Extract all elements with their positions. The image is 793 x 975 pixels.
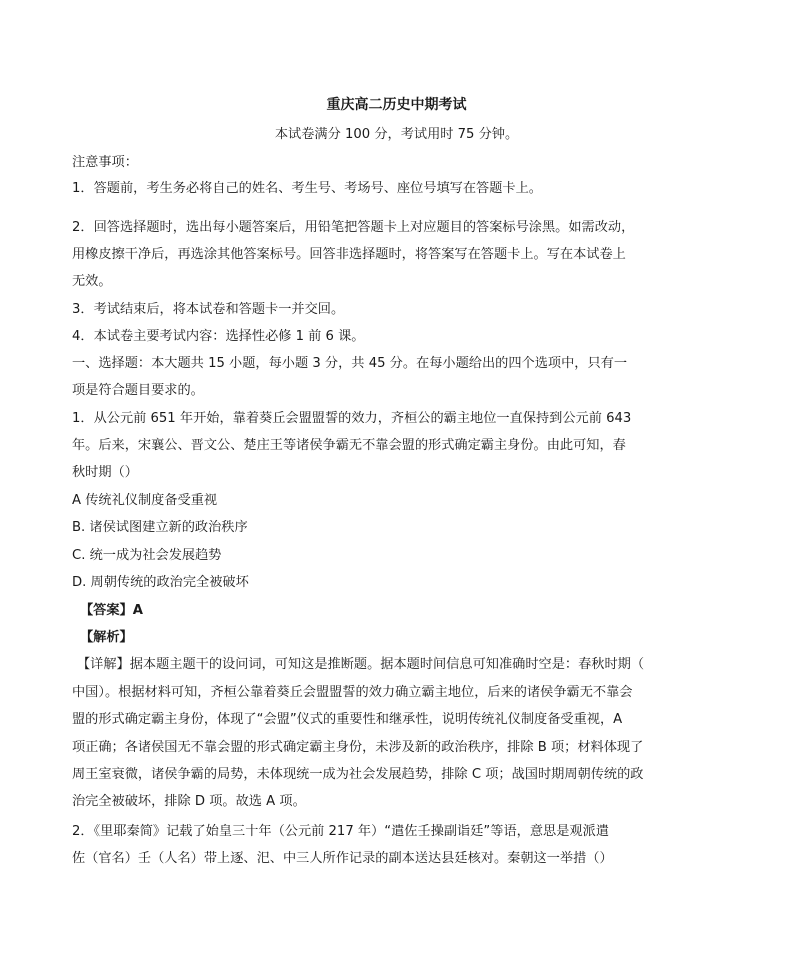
- exam-subtitle: 本试卷满分 100 分，考试用时 75 分钟。: [274, 127, 519, 142]
- q1-stem-line-1: 1．从公元前 651 年开始，靠着葵丘会盟盟誓的效力，齐桓公的霸主地位一直保持到公元前 643: [72, 411, 632, 426]
- notice-item-2-line-2: 用橡皮擦干净后，再选涂其他答案标号。回答非选择题时，将答案写在答题卡上。写在本试卷上: [72, 247, 626, 262]
- q2-stem-line-2: 佐（官名）壬（人名）带上逐、汜、中三人所作记录的副本送达县廷核对。秦朝这一举措（）: [72, 851, 613, 866]
- q1-detail-line-2: 中国）。根据材料可知，齐桓公靠着葵丘会盟盟誓的效力确立霸主地位，后来的诸侯争霸无不靠会: [72, 685, 633, 700]
- q1-option-d: D. 周朝传统的政治完全被破坏: [72, 575, 249, 590]
- q1-answer: 【答案】A: [80, 603, 143, 618]
- exam-title: 重庆高二历史中期考试: [326, 97, 467, 113]
- q1-detail-line-3: 盟的形式确定霸主身份，体现了“会盟”仪式的重要性和继承性，说明传统礼仪制度备受重视，A: [72, 712, 623, 727]
- q2-stem-line-1: 2．《里耶秦简》记载了始皇三十年（公元前 217 年）“遣佐壬操副诣廷”等语，意思是观派遣: [72, 824, 609, 839]
- section-heading-line-2: 项是符合题目要求的。: [72, 383, 204, 398]
- notice-item-2-line-1: 2．回答选择题时，选出每小题答案后，用铅笔把答题卡上对应题目的答案标号涂黑。如需改动，: [72, 220, 635, 235]
- q1-option-a: A 传统礼仪制度备受重视: [72, 493, 218, 508]
- q1-stem-line-3: 秋时期（）: [72, 465, 138, 480]
- q1-detail-line-6: 治完全被破坏，排除 D 项。故选 A 项。: [72, 794, 306, 809]
- q1-option-c: C. 统一成为社会发展趋势: [72, 548, 222, 563]
- notice-item-4: 4．本试卷主要考试内容：选择性必修 1 前 6 课。: [72, 329, 365, 344]
- notice-item-1: 1．答题前，考生务必将自己的姓名、考生号、考场号、座位号填写在答题卡上。: [72, 181, 542, 196]
- section-heading-line-1: 一、选择题：本大题共 15 小题，每小题 3 分，共 45 分。在每小题给出的四个选项中，只有一: [72, 356, 628, 371]
- notice-heading: 注意事项：: [72, 155, 138, 170]
- q1-detail-line-1: 【详解】据本题主题干的设问词，可知这是推断题。据本题时间信息可知准确时空是：春秋时期（: [77, 657, 645, 672]
- q1-detail-line-4: 项正确；各诸侯国无不靠会盟的形式确定霸主身份，未涉及新的政治秩序，排除 B 项；材料体现了: [72, 740, 644, 755]
- q1-stem-line-2: 年。后来，宋襄公、晋文公、楚庄王等诸侯争霸无不靠会盟的形式确定霸主身份。由此可知，春: [72, 438, 626, 453]
- q1-option-b: B. 诸侯试图建立新的政治秩序: [72, 520, 248, 535]
- q1-detail-line-5: 周王室衰微，诸侯争霸的局势，未体现统一成为社会发展趋势，排除 C 项；战国时期周朝传统的政: [72, 767, 644, 782]
- notice-item-3: 3．考试结束后，将本试卷和答题卡一并交回。: [72, 302, 345, 317]
- notice-item-2-line-3: 无效。: [72, 274, 112, 289]
- q1-analysis-label: 【解析】: [80, 630, 133, 645]
